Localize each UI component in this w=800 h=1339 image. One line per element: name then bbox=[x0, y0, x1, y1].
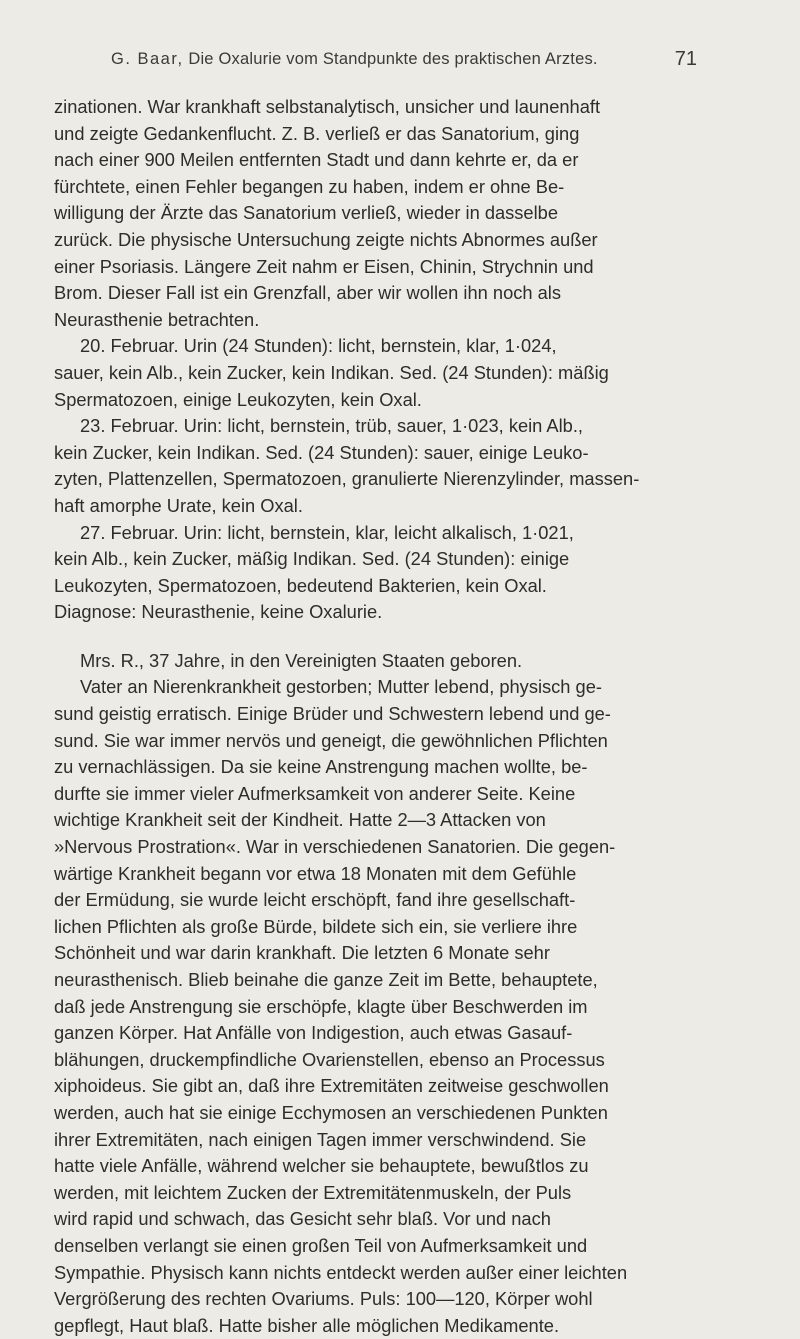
text-line: blähungen, druckempfindliche Ovarienstellen, ebenso an Processus bbox=[54, 1048, 605, 1070]
text-line: haft amorphe Urate, kein Oxal. bbox=[54, 494, 303, 516]
text-line: xiphoideus. Sie gibt an, daß ihre Extremitäten zeitweise geschwollen bbox=[54, 1075, 609, 1097]
text-line: wird rapid und schwach, das Gesicht sehr blaß. Vor und nach bbox=[54, 1208, 551, 1230]
text-line: kein Alb., kein Zucker, mäßig Indikan. Sed. (24 Stunden): einige bbox=[54, 548, 570, 570]
text-line: Brom. Dieser Fall ist ein Grenzfall, aber wir wollen ihn noch als bbox=[54, 282, 561, 304]
text-line: sauer, kein Alb., kein Zucker, kein Indikan. Sed. (24 Stunden): mäßig bbox=[54, 361, 609, 383]
text-line: wärtige Krankheit begann vor etwa 18 Monaten mit dem Gefühle bbox=[54, 862, 577, 884]
text-line: Diagnose: Neurasthenie, keine Oxalurie. bbox=[54, 601, 383, 623]
text-line: 23. Februar. Urin: licht, bernstein, trüb, sauer, 1·023, kein Alb., bbox=[80, 415, 584, 437]
paragraph bbox=[54, 648, 800, 675]
body-text bbox=[54, 94, 800, 1339]
text-line: zu vernachlässigen. Da sie keine Anstrengung machen wollte, be- bbox=[54, 756, 588, 778]
text-line: werden, mit leichtem Zucken der Extremitätenmuskeln, der Puls bbox=[54, 1181, 572, 1203]
text-line: sund. Sie war immer nervös und geneigt, die gewöhnlichen Pflichten bbox=[54, 729, 608, 751]
section-gap bbox=[54, 626, 800, 648]
text-line: ihrer Extremitäten, nach einigen Tagen immer verschwindend. Sie bbox=[54, 1128, 587, 1150]
text-line: zinationen. War krankhaft selbstanalytisch, unsicher und launenhaft bbox=[54, 96, 601, 117]
paragraph bbox=[54, 520, 800, 626]
text-line: 27. Februar. Urin: licht, bernstein, klar, leicht alkalisch, 1·021, bbox=[80, 521, 574, 543]
text-line: denselben verlangt sie einen großen Teil von Aufmerksamkeit und bbox=[54, 1234, 588, 1256]
running-header bbox=[111, 50, 697, 80]
paragraph bbox=[54, 94, 800, 333]
header-author: G. Baar, bbox=[111, 50, 184, 68]
case-heading: Mrs. R., 37 Jahre, in den Vereinigten Staaten geboren. bbox=[80, 649, 523, 671]
text-line: kein Zucker, kein Indikan. Sed. (24 Stunden): sauer, einige Leuko- bbox=[54, 441, 589, 463]
text-line: Schönheit und war darin krankhaft. Die letzten 6 Monate sehr bbox=[54, 942, 550, 964]
text-line: Spermatozoen, einige Leukozyten, kein Oxal. bbox=[54, 388, 422, 410]
text-line: zyten, Plattenzellen, Spermatozoen, granulierte Nierenzylinder, massen- bbox=[54, 468, 640, 490]
text-line: einer Psoriasis. Längere Zeit nahm er Eisen, Chinin, Strychnin und bbox=[54, 255, 594, 277]
paragraph bbox=[54, 413, 800, 519]
text-line: ganzen Körper. Hat Anfälle von Indigestion, auch etwas Gasauf- bbox=[54, 1022, 573, 1044]
text-line: hatte viele Anfälle, während welcher sie behauptete, bewußtlos zu bbox=[54, 1155, 589, 1177]
text-line: wichtige Krankheit seit der Kindheit. Hatte 2—3 Attacken von bbox=[54, 809, 546, 831]
text-line: zurück. Die physische Untersuchung zeigte nichts Abnormes außer bbox=[54, 228, 598, 250]
text-line: Neurasthenie betrachten. bbox=[54, 308, 260, 330]
text-line: »Nervous Prostration«. War in verschiedenen Sanatorien. Die gegen- bbox=[54, 836, 616, 858]
text-line: Vergrößerung des rechten Ovariums. Puls: 100—120, Körper wohl bbox=[54, 1288, 593, 1310]
text-line: fürchtete, einen Fehler begangen zu haben, indem er ohne Be- bbox=[54, 175, 565, 197]
header-title: Die Oxalurie vom Standpunkte des praktischen Arztes. bbox=[188, 50, 598, 68]
text-line: gepflegt, Haut blaß. Hatte bisher alle möglichen Medikamente. bbox=[54, 1314, 560, 1336]
paragraph bbox=[54, 674, 800, 1339]
text-line: sund geistig erratisch. Einige Brüder und Schwestern lebend und ge- bbox=[54, 703, 611, 725]
header-title-line bbox=[111, 50, 598, 69]
text-line: durfte sie immer vieler Aufmerksamkeit von anderer Seite. Keine bbox=[54, 782, 576, 804]
text-line: 20. Februar. Urin (24 Stunden): licht, bernstein, klar, 1·024, bbox=[80, 335, 557, 357]
text-line: der Ermüdung, sie wurde leicht erschöpft, fand ihre gesellschaft- bbox=[54, 889, 576, 911]
text-line: nach einer 900 Meilen entfernten Stadt und dann kehrte er, da er bbox=[54, 149, 579, 171]
text-line: willigung der Ärzte das Sanatorium verließ, wieder in dasselbe bbox=[54, 202, 558, 224]
page-number: 71 bbox=[674, 48, 697, 70]
text-line: neurasthenisch. Blieb beinahe die ganze Zeit im Bette, behauptete, bbox=[54, 969, 598, 990]
text-line: Sympathie. Physisch kann nichts entdeckt werden außer einer leichten bbox=[54, 1261, 628, 1283]
text-line: Leukozyten, Spermatozoen, bedeutend Bakterien, kein Oxal. bbox=[54, 574, 547, 596]
text-line: werden, auch hat sie einige Ecchymosen an verschiedenen Punkten bbox=[54, 1101, 608, 1123]
text-line: daß jede Anstrengung sie erschöpfe, klagte über Beschwerden im bbox=[54, 995, 588, 1017]
text-line: lichen Pflichten als große Bürde, bildete sich ein, sie verliere ihre bbox=[54, 915, 578, 937]
paragraph bbox=[54, 333, 800, 413]
text-line: Vater an Nierenkrankheit gestorben; Mutter lebend, physisch ge- bbox=[80, 676, 602, 698]
text-line: und zeigte Gedankenflucht. Z. B. verließ er das Sanatorium, ging bbox=[54, 122, 580, 144]
